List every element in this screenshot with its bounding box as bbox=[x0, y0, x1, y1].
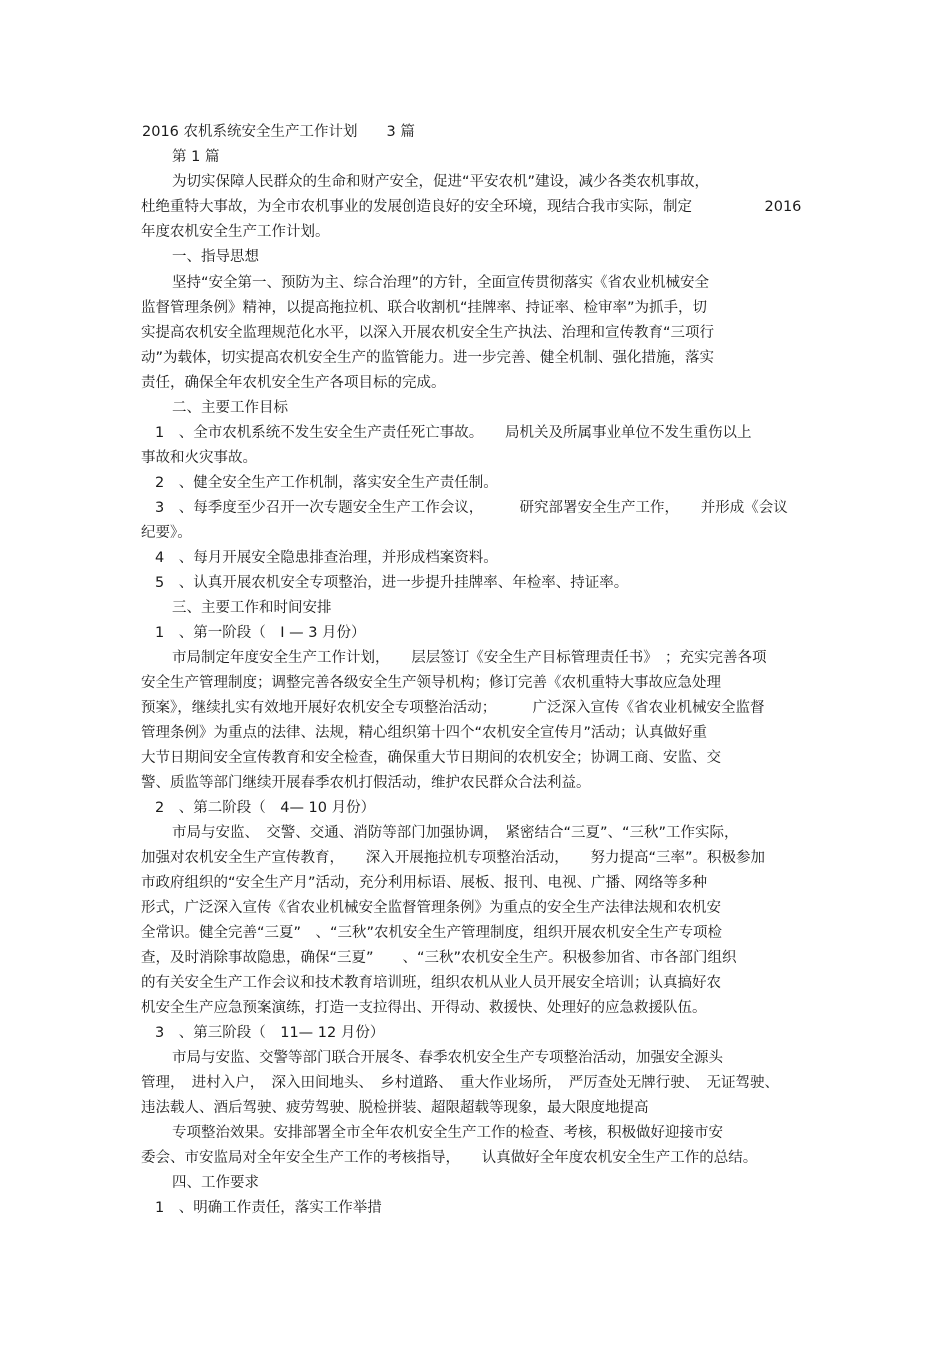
intro-paragraph-line: 为切实保障人民群众的生命和财产安全，促进“平安农机”建设，减少各类农机事故， bbox=[172, 174, 710, 190]
phase-paragraph-line: 管理， 进村入户， 深入田间地头、 乡村道路、 重大作业场所， 严厉查处无牌行驶、 无证驾驶、 bbox=[141, 1075, 779, 1091]
phase-paragraph-line: 全常识。健全完善“三夏” 、“三秋”农机安全生产管理制度，组织开展农机安全生产专项检 bbox=[141, 925, 723, 941]
phase-paragraph-line: 机安全生产应急预案演练，打造一支拉得出、开得动、救援快、处理好的应急救援队伍。 bbox=[141, 1000, 707, 1016]
phase-paragraph-line: 的有关安全生产工作会议和技术教育培训班，组织农机从业人员开展安全培训；认真搞好农 bbox=[141, 975, 721, 991]
phase-paragraph-line: 违法载人、酒后驾驶、疲劳驾驶、脱检拼装、超限超载等现象，最大限度地提高 bbox=[141, 1100, 649, 1116]
phase-paragraph-line: 查，及时消除事故隐患，确保“三夏” 、“三秋”农机安全生产。积极参加省、市各部门组织 bbox=[141, 950, 737, 966]
phase-heading: 2 、第二阶段（ 4— 10 月份） bbox=[155, 800, 376, 816]
section-heading: 三、主要工作和时间安排 bbox=[172, 600, 332, 616]
phase-paragraph-line: 预案》，继续扎实有效地开展好农机安全专项整治活动； 广泛深入宣传《省农业机械安全监督 bbox=[141, 700, 765, 716]
guiding-paragraph-line: 监督管理条例》精神，以提高拖拉机、联合收割机“挂牌率、持证率、检审率”为抓手，切 bbox=[141, 300, 708, 316]
chapter-heading: 第 1 篇 bbox=[172, 149, 220, 165]
phase-paragraph-line: 安全生产管理制度；调整完善各级安全生产领导机构；修订完善《农机重特大事故应急处理 bbox=[141, 675, 721, 691]
section-heading: 二、主要工作目标 bbox=[172, 400, 288, 416]
section-heading: 一、指导思想 bbox=[172, 249, 259, 265]
section-heading: 四、工作要求 bbox=[172, 1175, 259, 1191]
phase-paragraph-line: 专项整治效果。安排部署全市全年农机安全生产工作的检查、考核，积极做好迎接市安 bbox=[172, 1125, 723, 1141]
intro-paragraph-line: 杜绝重特大事故，为全市农机事业的发展创造良好的安全环境，现结合我市实际，制定 2016 bbox=[141, 199, 802, 215]
phase-paragraph-line: 形式，广泛深入宣传《省农业机械安全监督管理条例》为重点的安全生产法律法规和农机安 bbox=[141, 900, 721, 916]
phase-paragraph-line: 市局与安监、交警等部门联合开展冬、春季农机安全生产专项整治活动，加强安全源头 bbox=[172, 1050, 723, 1066]
goal-item-line: 3 、每季度至少召开一次专题安全生产工作会议， 研究部署安全生产工作， 并形成《会议 bbox=[155, 500, 788, 516]
goal-item-line: 2 、健全安全生产工作机制，落实安全生产责任制。 bbox=[155, 475, 498, 491]
goal-item-line: 事故和火灾事故。 bbox=[141, 450, 257, 466]
guiding-paragraph-line: 实提高农机安全监理规范化水平，以深入开展农机安全生产执法、治理和宣传教育“三项行 bbox=[141, 325, 715, 341]
guiding-paragraph-line: 坚持“安全第一、预防为主、综合治理”的方针，全面宣传贯彻落实《省农业机械安全 bbox=[172, 275, 710, 291]
phase-paragraph-line: 大节日期间安全宣传教育和安全检查，确保重大节日期间的农机安全；协调工商、安监、交 bbox=[141, 750, 721, 766]
phase-paragraph-line: 市局制定年度安全生产工作计划， 层层签订《安全生产目标管理责任书》 ；充实完善各项 bbox=[172, 650, 767, 666]
goal-item-line: 纪要》。 bbox=[141, 525, 192, 541]
phase-heading: 1 、第一阶段（ I — 3 月份） bbox=[155, 625, 366, 641]
phase-paragraph-line: 市政府组织的“安全生产月”活动，充分利用标语、展板、报刊、电视、广播、网络等多种 bbox=[141, 875, 708, 891]
document-title: 2016 农机系统安全生产工作计划 3 篇 bbox=[142, 124, 415, 140]
phase-paragraph-line: 管理条例》为重点的法律、法规，精心组织第十四个“农机安全宣传月”活动；认真做好重 bbox=[141, 725, 708, 741]
goal-item-line: 1 、全市农机系统不发生安全生产责任死亡事故。 局机关及所属事业单位不发生重伤以上 bbox=[155, 425, 752, 441]
phase-paragraph-line: 加强对农机安全生产宣传教育， 深入开展拖拉机专项整治活动， 努力提高“三率”。积极参加 bbox=[141, 850, 766, 866]
intro-paragraph-line: 年度农机安全生产工作计划。 bbox=[141, 224, 330, 240]
goal-item-line: 4 、每月开展安全隐患排查治理，并形成档案资料。 bbox=[155, 550, 498, 566]
guiding-paragraph-line: 责任，确保全年农机安全生产各项目标的完成。 bbox=[141, 375, 446, 391]
phase-heading: 3 、第三阶段（ 11— 12 月份） bbox=[155, 1025, 385, 1041]
phase-paragraph-line: 委会、市安监局对全年安全生产工作的考核指导， 认真做好全年度农机安全生产工作的总结。 bbox=[141, 1150, 758, 1166]
phase-paragraph-line: 市局与安监、 交警、交通、消防等部门加强协调， 紧密结合“三夏”、“三秋”工作实际， bbox=[172, 825, 739, 841]
phase-paragraph-line: 警、质监等部门继续开展春季农机打假活动，维护农民群众合法利益。 bbox=[141, 775, 591, 791]
goal-item-line: 5 、认真开展农机安全专项整治，进一步提升挂牌率、年检率、持证率。 bbox=[155, 575, 629, 591]
guiding-paragraph-line: 动”为载体，切实提高农机安全生产的监管能力。进一步完善、健全机制、强化措施，落实 bbox=[141, 350, 715, 366]
requirement-item-line: 1 、明确工作责任，落实工作举措 bbox=[155, 1200, 382, 1216]
